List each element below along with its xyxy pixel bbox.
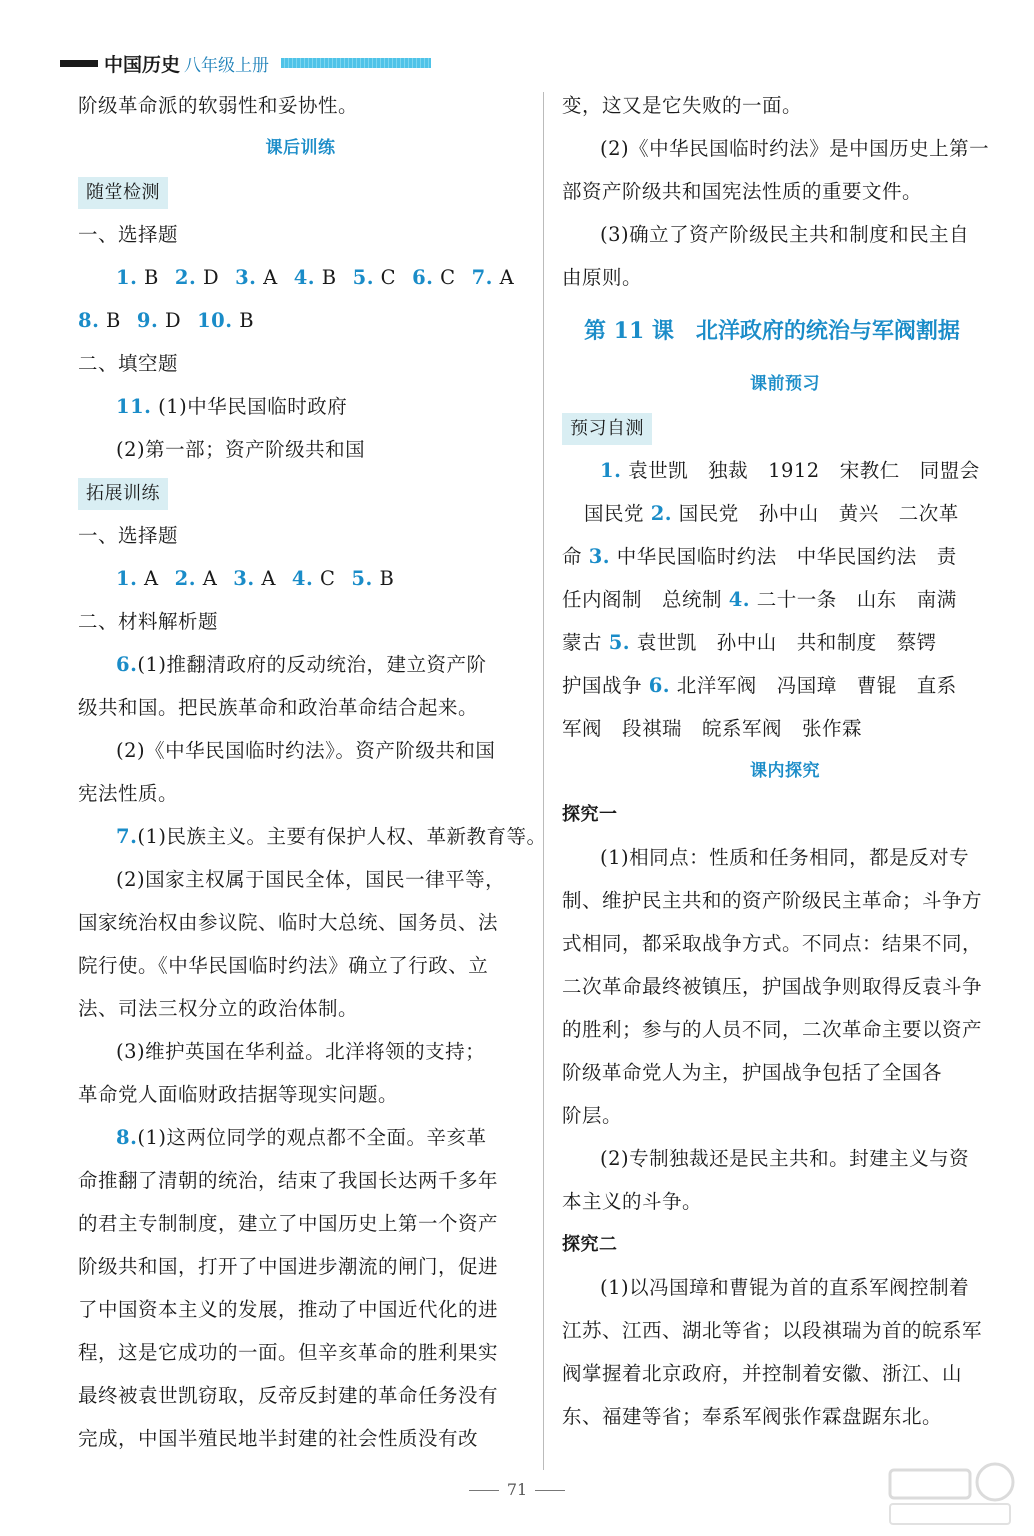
answer-line xyxy=(562,664,1008,707)
tag-label: 拓展训练 xyxy=(78,478,168,510)
answer-choice: A xyxy=(196,567,218,590)
question-number: 6. xyxy=(648,674,671,697)
question-number: 1. xyxy=(600,459,622,482)
answer-text: 阶层。 xyxy=(562,1104,623,1127)
question-number: 8. xyxy=(78,309,100,332)
question-heading: 一、选择题 xyxy=(78,223,179,246)
question-number: 2. xyxy=(650,502,673,525)
answer-text: (2)专制独裁还是民主共和。封建主义与资 xyxy=(600,1147,970,1170)
answer-choice: D xyxy=(196,266,220,289)
answer-choice: A xyxy=(492,266,515,289)
answer-line xyxy=(78,385,523,428)
answer-text: 制、维护民主共和的资产阶级民主革命；斗争方 xyxy=(562,889,983,912)
answer-text: 了中国资本主义的发展，推动了中国近代化的进 xyxy=(78,1298,499,1321)
answer-choice: B xyxy=(99,309,121,332)
answer-text: (2)第一部；资产阶级共和国 xyxy=(116,438,366,461)
section-title: 课内探究 xyxy=(750,761,820,781)
answer-text: 命 xyxy=(562,545,583,568)
header-bar-left xyxy=(60,60,98,67)
question-heading: 二、材料解析题 xyxy=(78,610,219,633)
answer-text: (2)《中华民国临时约法》是中国历史上第一 xyxy=(600,137,990,160)
answer-text: (1)中华民国临时政府 xyxy=(158,395,348,418)
answer-text: (2)国家主权属于国民全体，国民一律平等， xyxy=(116,868,506,891)
question-number: 6. xyxy=(116,653,138,676)
answer-line xyxy=(78,643,523,686)
answer-choice: A xyxy=(254,567,276,590)
answer-text: 袁世凯 独裁 1912 宋教仁 同盟会 xyxy=(628,459,980,482)
lesson-title: 第 11 课 北洋政府的统治与军阀割据 xyxy=(584,318,960,344)
answer-text: (2)《中华民国临时约法》。资产阶级共和国 xyxy=(116,739,496,762)
column-divider xyxy=(543,92,544,1470)
question-number: 1. xyxy=(116,567,138,590)
answer-line xyxy=(78,1116,523,1159)
answer-text: (1)相同点：性质和任务相同，都是反对专 xyxy=(600,846,970,869)
answer-text: 阀掌握着北京政府，并控制着安徽、浙江、山 xyxy=(562,1362,963,1385)
answer-text: 护国战争 xyxy=(562,674,643,697)
question-number: 6. xyxy=(412,266,434,289)
answer-text: (3)维护英国在华利益。北洋将领的支持； xyxy=(116,1040,486,1063)
answer-row xyxy=(78,299,523,342)
answer-text: 部资产阶级共和国宪法性质的重要文件。 xyxy=(562,180,923,203)
watermark-logo xyxy=(880,1460,1020,1530)
header-bar-right xyxy=(281,58,431,68)
answer-text: 的胜利；参与的人员不同，二次革命主要以资产 xyxy=(562,1018,983,1041)
answer-text: (1)民族主义。主要有保护人权、革新教育等。 xyxy=(137,825,547,848)
text-line: 阶级革命派的软弱性和妥协性。 xyxy=(78,94,359,117)
answer-line xyxy=(562,578,1008,621)
answer-text: 阶级共和国，打开了中国进步潮流的闸门，促进 xyxy=(78,1255,499,1278)
answer-text: 法、司法三权分立的政治体制。 xyxy=(78,997,359,1020)
answer-text: 军阀 段祺瑞 皖系军阀 张作霖 xyxy=(562,717,863,740)
answer-text: 宪法性质。 xyxy=(78,782,179,805)
answer-text: 蒙古 xyxy=(562,631,603,654)
question-number: 3. xyxy=(588,545,611,568)
answer-text: 本主义的斗争。 xyxy=(562,1190,703,1213)
section-title: 课后训练 xyxy=(265,138,336,158)
page-header xyxy=(60,50,431,76)
answer-choice: A xyxy=(137,567,159,590)
answer-text: 的君主专制制度，建立了中国历史上第一个资产 xyxy=(78,1212,499,1235)
answer-line xyxy=(78,815,547,858)
question-heading: 二、填空题 xyxy=(78,352,179,375)
answer-text: 二十一条 山东 南满 xyxy=(756,588,957,611)
answer-text: 变，这又是它失败的一面。 xyxy=(562,94,803,117)
tag-label: 预习自测 xyxy=(562,413,652,445)
answer-choice: C xyxy=(433,266,456,289)
page-number: 71 xyxy=(506,1480,528,1499)
answer-text: 级共和国。把民族革命和政治革命结合起来。 xyxy=(78,696,479,719)
answer-text: 江苏、江西、湖北等省；以段祺瑞为首的皖系军 xyxy=(562,1319,983,1342)
question-heading: 一、选择题 xyxy=(78,524,179,547)
answer-text: 东、福建等省；奉系军阀张作霖盘踞东北。 xyxy=(562,1405,943,1428)
answer-text: (1)这两位同学的观点都不全面。辛亥革 xyxy=(137,1126,487,1149)
answer-text: 二次革命最终被镇压，护国战争则取得反袁斗争 xyxy=(562,975,983,998)
question-number: 5. xyxy=(351,567,373,590)
question-number: 4. xyxy=(728,588,751,611)
question-number: 7. xyxy=(471,266,493,289)
answer-text: 命推翻了清朝的统治，结束了我国长达两千多年 xyxy=(78,1169,499,1192)
right-column xyxy=(562,84,1008,1438)
answer-text: 最终被袁世凯窃取，反帝反封建的革命任务没有 xyxy=(78,1384,499,1407)
question-number: 9. xyxy=(136,309,159,332)
answer-text: 国民党 xyxy=(584,502,645,525)
answer-text: (1)以冯国璋和曹锟为首的直系军阀控制着 xyxy=(600,1276,970,1299)
question-number: 4. xyxy=(291,567,314,590)
left-column xyxy=(78,84,547,1460)
answer-text: 革命党人面临财政拮据等现实问题。 xyxy=(78,1083,399,1106)
answer-choice: C xyxy=(313,567,336,590)
answer-row xyxy=(78,256,523,299)
question-number: 5. xyxy=(608,631,631,654)
tag-label: 随堂检测 xyxy=(78,177,168,209)
answer-choice: C xyxy=(373,266,397,289)
question-number: 7. xyxy=(116,825,138,848)
answer-choice: B xyxy=(372,567,395,590)
answer-text: 中华民国临时约法 中华民国约法 责 xyxy=(616,545,957,568)
question-number: 2. xyxy=(174,266,197,289)
question-number: 10. xyxy=(197,309,233,332)
answer-text: 院行使。《中华民国临时约法》确立了行政、立 xyxy=(78,954,489,977)
answer-line xyxy=(562,449,1008,492)
question-number: 3. xyxy=(235,266,257,289)
answer-text: 式相同，都采取战争方式。不同点：结果不同， xyxy=(562,932,983,955)
answer-text: 国家统治权由参议院、临时大总统、国务员、法 xyxy=(78,911,499,934)
question-number: 1. xyxy=(116,266,138,289)
answer-line xyxy=(562,492,1008,535)
book-grade: 八年级上册 xyxy=(184,55,270,76)
question-number: 8. xyxy=(116,1126,138,1149)
answer-text: (1)推翻清政府的反动统治，建立资产阶 xyxy=(137,653,487,676)
explore-heading: 探究二 xyxy=(562,1234,618,1255)
answer-line xyxy=(562,621,1008,664)
question-number: 11. xyxy=(116,395,152,418)
question-number: 2. xyxy=(174,567,196,590)
question-number: 4. xyxy=(293,266,316,289)
explore-heading: 探究一 xyxy=(562,804,618,825)
answer-text: 袁世凯 孙中山 共和制度 蔡锷 xyxy=(636,631,937,654)
section-title: 课前预习 xyxy=(750,374,820,394)
answer-choice: A xyxy=(256,266,278,289)
book-title: 中国历史 xyxy=(104,53,181,76)
answer-text: (3)确立了资产阶级民主共和制度和民主自 xyxy=(600,223,970,246)
answer-text: 由原则。 xyxy=(562,266,643,289)
answer-choice: B xyxy=(315,266,337,289)
answer-row xyxy=(78,557,523,600)
answer-line xyxy=(562,535,1008,578)
answer-choice: B xyxy=(232,309,255,332)
answer-choice: B xyxy=(137,266,159,289)
footer-dash xyxy=(535,1490,565,1491)
question-number: 5. xyxy=(352,266,374,289)
answer-text: 程，这是它成功的一面。但辛亥革命的胜利果实 xyxy=(78,1341,499,1364)
answer-text: 任内阁制 总统制 xyxy=(562,588,723,611)
answer-choice: D xyxy=(158,309,182,332)
answer-text: 国民党 孙中山 黄兴 二次革 xyxy=(678,502,959,525)
answer-text: 阶级革命党人为主，护国战争包括了全国各 xyxy=(562,1061,943,1084)
page-footer xyxy=(0,1480,1034,1499)
question-number: 3. xyxy=(233,567,255,590)
answer-text: 北洋军阀 冯国璋 曹锟 直系 xyxy=(676,674,957,697)
footer-dash xyxy=(469,1490,499,1491)
answer-text: 完成，中国半殖民地半封建的社会性质没有改 xyxy=(78,1427,479,1450)
